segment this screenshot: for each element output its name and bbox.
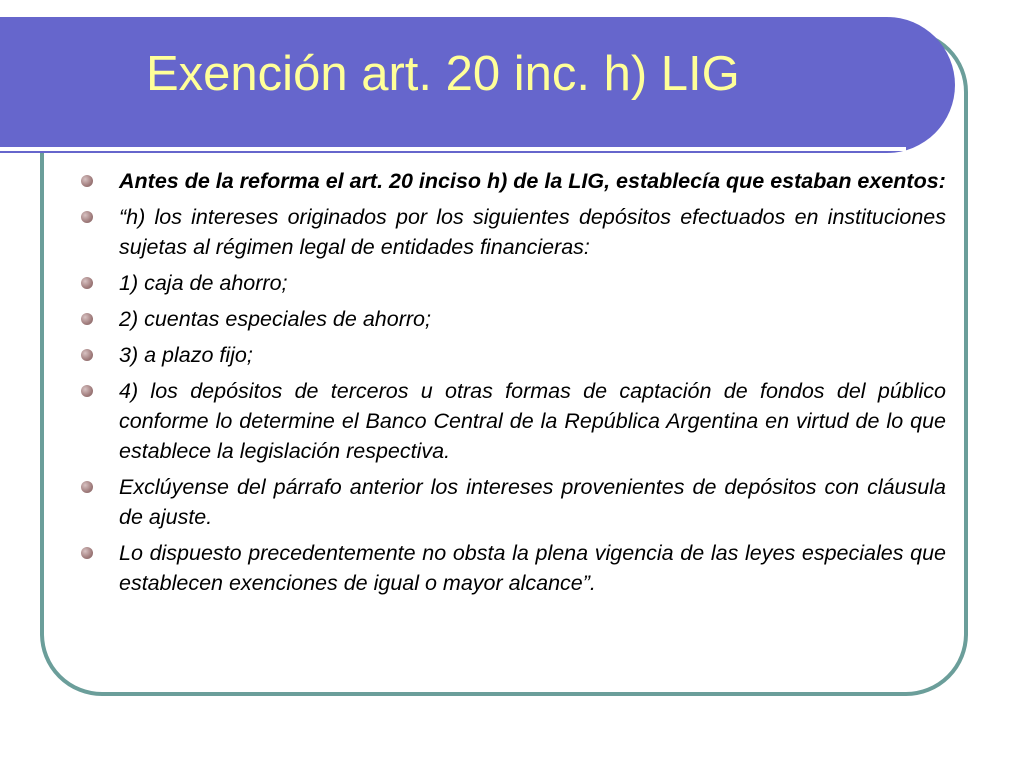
- list-item: [76, 268, 946, 298]
- title-underline: [0, 147, 906, 151]
- list-item: [76, 166, 946, 196]
- slide-title: Exención art. 20 inc. h) LIG: [146, 47, 740, 101]
- bullet-icon: [81, 349, 93, 361]
- bullet-icon: [81, 481, 93, 493]
- list-item: [76, 538, 946, 598]
- list-item: [76, 202, 946, 262]
- bullet-text: Lo dispuesto precedentemente no obsta la plena vigencia de las leyes especiales que establecen exenciones de igual o mayor alcance”.: [119, 541, 946, 595]
- bullet-icon: [81, 547, 93, 559]
- bullet-icon: [81, 277, 93, 289]
- list-item: [76, 304, 946, 334]
- bullet-icon: [81, 211, 93, 223]
- list-item: [76, 340, 946, 370]
- bullet-icon: [81, 175, 93, 187]
- bullet-list: [76, 166, 946, 604]
- bullet-text: Exclúyense del párrafo anterior los intereses provenientes de depósitos con cláusula de ajuste.: [119, 475, 946, 529]
- bullet-text: 1) caja de ahorro;: [119, 271, 288, 295]
- bullet-text: 3) a plazo fijo;: [119, 343, 253, 367]
- bullet-text: 4) los depósitos de terceros u otras formas de captación de fondos del público conforme lo determine el Banco Central de la República Argentina en virtud de lo que establece la legislación respectiva.: [119, 379, 946, 463]
- bullet-text: Antes de la reforma el art. 20 inciso h) de la LIG, establecía que estaban exentos:: [119, 169, 946, 193]
- bullet-icon: [81, 385, 93, 397]
- bullet-text: 2) cuentas especiales de ahorro;: [119, 307, 431, 331]
- list-item: [76, 376, 946, 466]
- list-item: [76, 472, 946, 532]
- bullet-text: “h) los intereses originados por los siguientes depósitos efectuados en instituciones sujetas al régimen legal de entidades financieras:: [119, 205, 946, 259]
- bullet-icon: [81, 313, 93, 325]
